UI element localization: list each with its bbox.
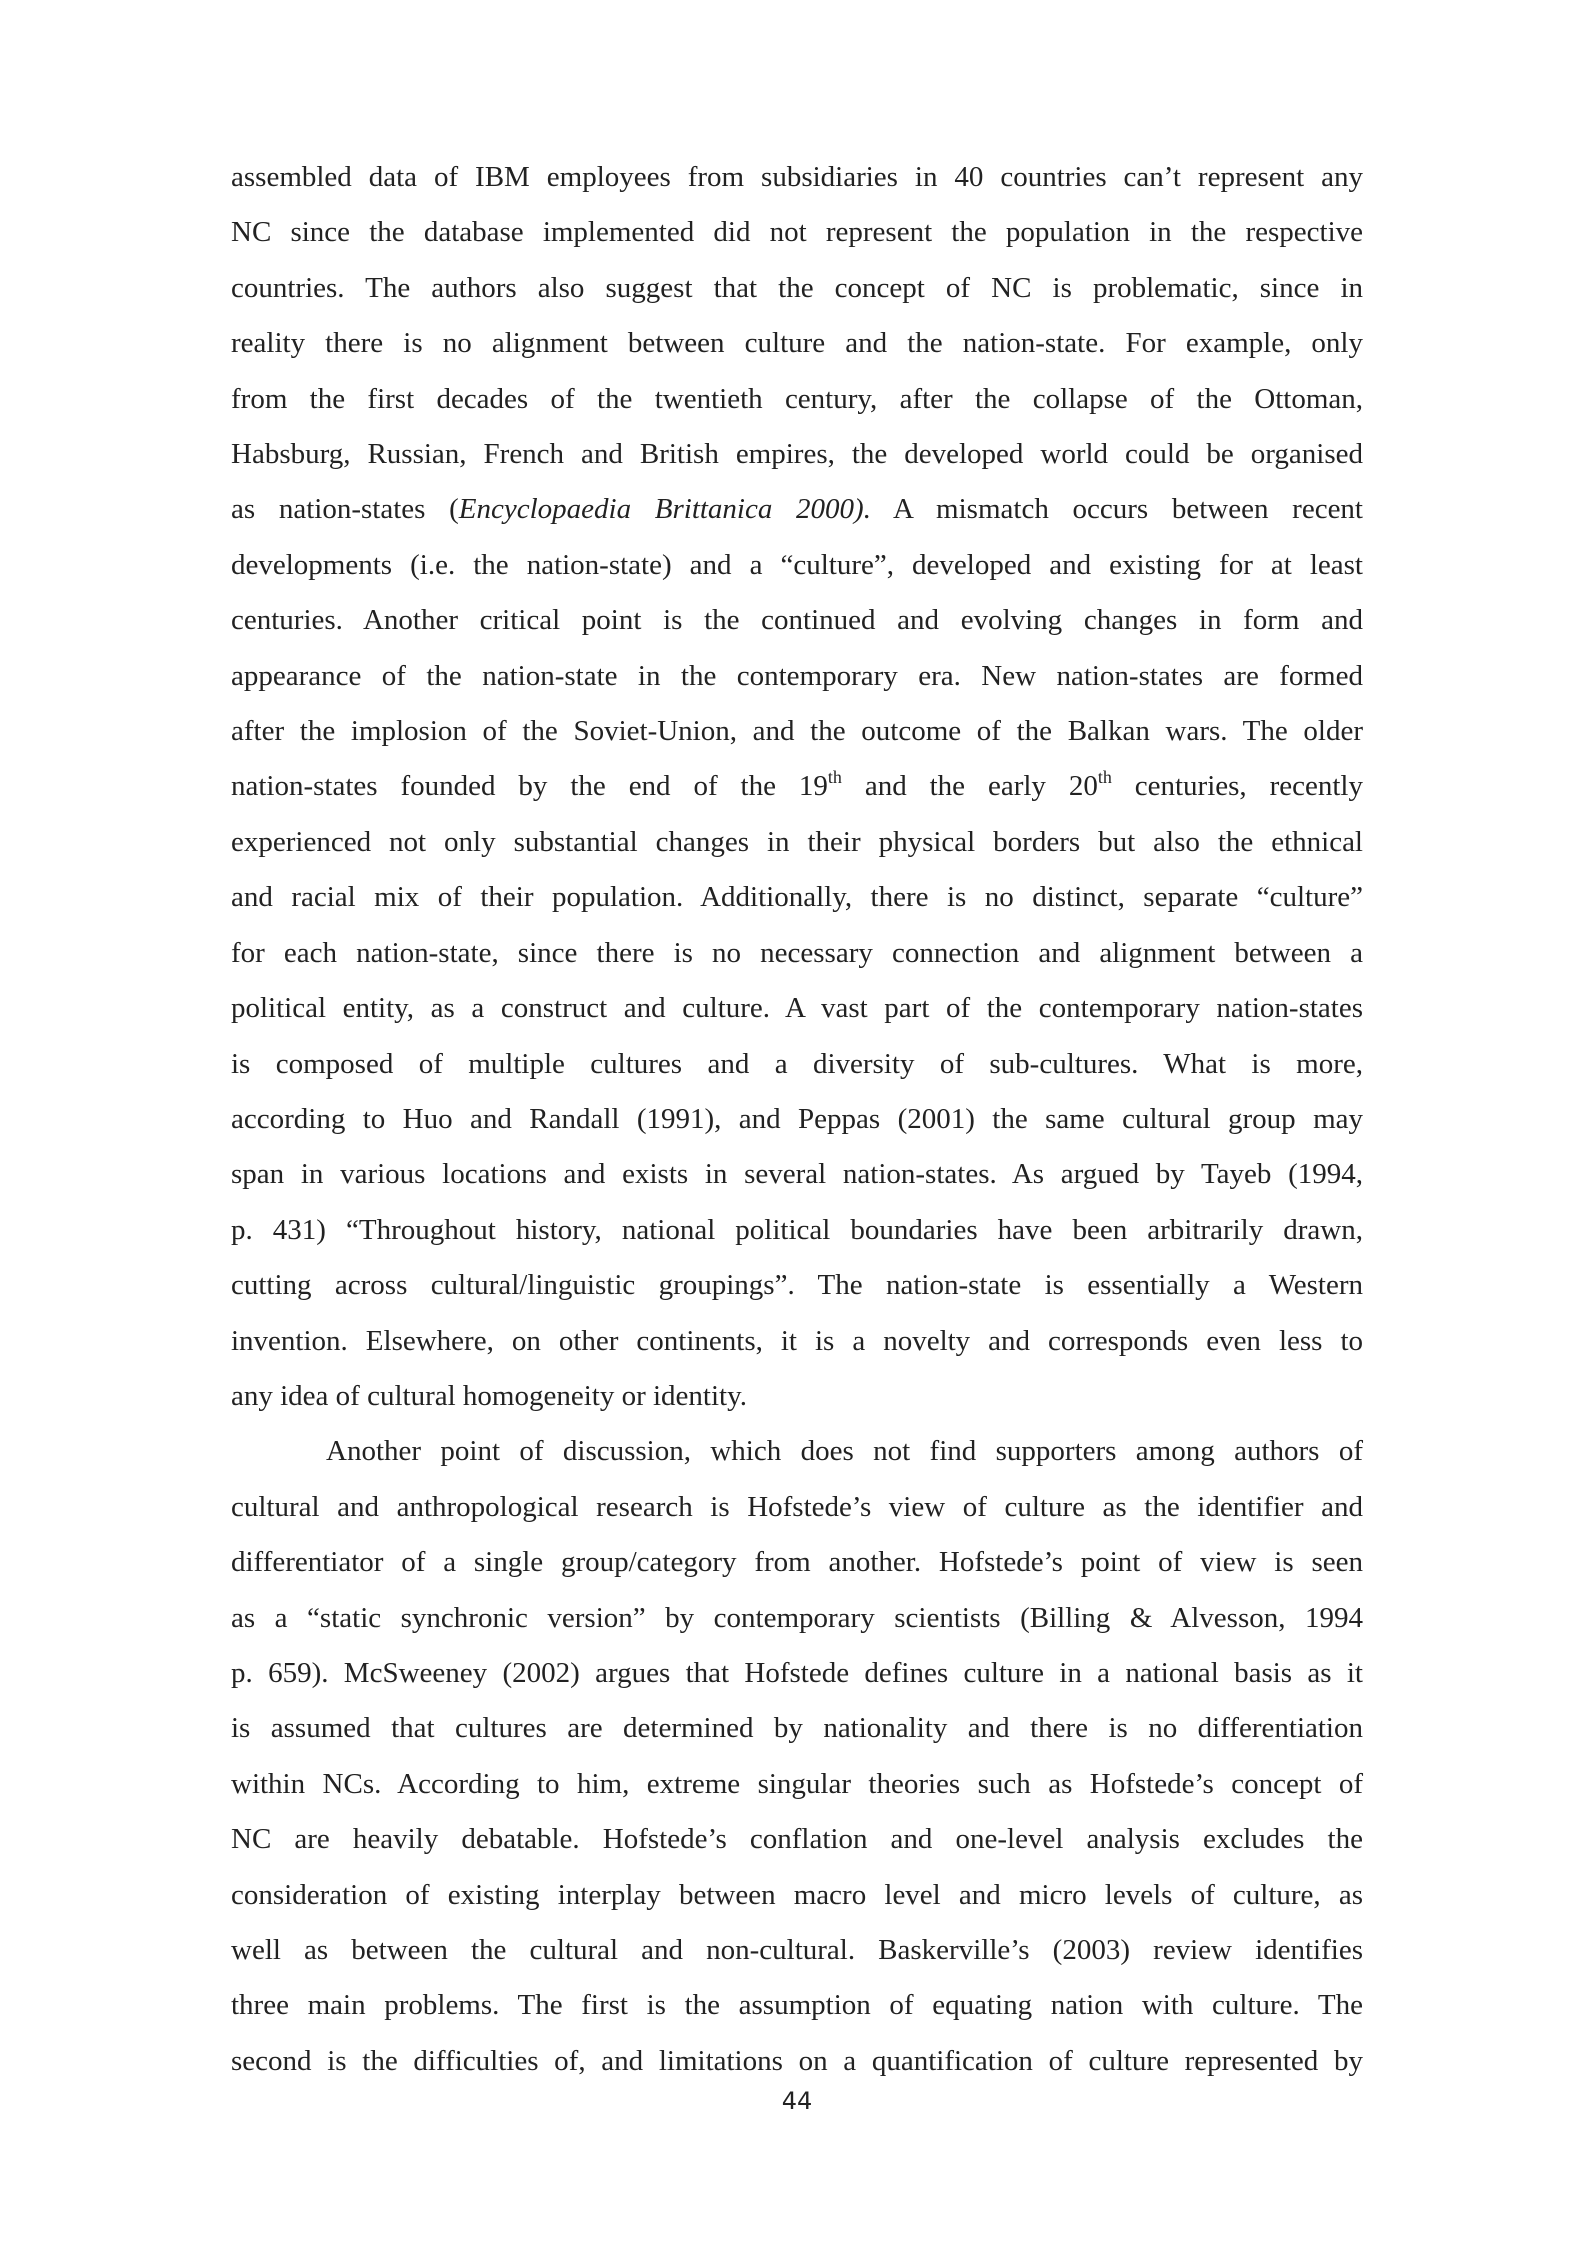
text-line: developments (i.e. the nation-state) and a “culture”, developed and existing for at least <box>231 548 1363 581</box>
text-line: according to Huo and Randall (1991), and Peppas (2001) the same cultural group may <box>231 1102 1363 1135</box>
text-line: from the first decades of the twentieth century, after the collapse of the Ottoman, <box>231 382 1363 415</box>
citation-italic: Encyclopaedia Brittanica 2000). <box>458 493 871 526</box>
text-line: differentiator of a single group/category from another. Hofstede’s point of view is seen <box>231 1546 1363 1579</box>
text-line <box>231 759 1363 814</box>
text-line: experienced not only substantial changes in their physical borders but also the ethnical <box>231 825 1363 858</box>
text-line: within NCs. According to him, extreme singular theories such as Hofstede’s concept of <box>231 1767 1363 1800</box>
text-line: second is the difficulties of, and limitations on a quantification of culture represented by <box>231 2044 1363 2077</box>
text-line: after the implosion of the Soviet-Union, and the outcome of the Balkan wars. The older <box>231 715 1363 748</box>
text-fragment: nation-states founded by the end of the 19 <box>231 770 828 803</box>
text-line: political entity, as a construct and culture. A vast part of the contemporary nation-states <box>231 992 1363 1025</box>
text-line <box>231 482 1363 537</box>
text-line: p. 659). McSweeney (2002) argues that Hofstede defines culture in a national basis as it <box>231 1656 1363 1689</box>
text-line: Habsburg, Russian, French and British empires, the developed world could be organised <box>231 438 1363 471</box>
text-line: appearance of the nation-state in the contemporary era. New nation-states are formed <box>231 659 1363 692</box>
text-line: is assumed that cultures are determined by nationality and there is no differentiation <box>231 1712 1363 1745</box>
text-line: is composed of multiple cultures and a diversity of sub-cultures. What is more, <box>231 1047 1363 1080</box>
superscript: th <box>827 767 842 788</box>
text-line: three main problems. The first is the assumption of equating nation with culture. The <box>231 1989 1363 2022</box>
text-line: centuries. Another critical point is the continued and evolving changes in form and <box>231 604 1363 637</box>
text-line: cultural and anthropological research is Hofstede’s view of culture as the identifier and <box>231 1490 1363 1523</box>
text-line: any idea of cultural homogeneity or identity. <box>231 1379 747 1412</box>
superscript: th <box>1097 767 1112 788</box>
text-line: assembled data of IBM employees from subsidiaries in 40 countries can’t represent any <box>231 161 1363 193</box>
text-line: Another point of discussion, which does not find supporters among authors of <box>326 1435 1363 1468</box>
text-fragment: and the early 20 <box>841 770 1098 803</box>
page-number: 44 <box>781 2087 813 2115</box>
text-line: for each nation-state, since there is no necessary connection and alignment between a <box>231 936 1363 969</box>
text-line: countries. The authors also suggest that the concept of NC is problematic, since in <box>231 271 1363 304</box>
text-line: cutting across cultural/linguistic groupings”. The nation-state is essentially a Western <box>231 1269 1363 1302</box>
text-fragment: A mismatch occurs between recent <box>870 493 1363 526</box>
text-line: well as between the cultural and non-cultural. Baskerville’s (2003) review identifies <box>231 1934 1363 1966</box>
text-line: span in various locations and exists in several nation-states. As argued by Tayeb (1994, <box>231 1158 1363 1191</box>
text-fragment: as nation-states ( <box>231 493 459 526</box>
text-line: NC are heavily debatable. Hofstede’s conflation and one-level analysis excludes the <box>231 1823 1363 1856</box>
text-line: p. 431) “Throughout history, national political boundaries have been arbitrarily drawn, <box>231 1213 1363 1246</box>
text-line: as a “static synchronic version” by contemporary scientists (Billing & Alvesson, 1994 <box>231 1601 1363 1634</box>
text-line: invention. Elsewhere, on other continents, it is a novelty and corresponds even less to <box>231 1324 1363 1357</box>
text-line: consideration of existing interplay between macro level and micro levels of culture, as <box>231 1878 1363 1911</box>
text-line: reality there is no alignment between culture and the nation-state. For example, only <box>231 327 1363 360</box>
body-text <box>231 150 1363 2089</box>
text-line: NC since the database implemented did not represent the population in the respective <box>231 216 1363 249</box>
paragraph-2 <box>231 1424 1363 2089</box>
text-fragment: centuries, recently <box>1111 770 1363 803</box>
text-line: and racial mix of their population. Additionally, there is no distinct, separate “culture” <box>231 881 1363 914</box>
paragraph-1 <box>231 150 1363 1424</box>
